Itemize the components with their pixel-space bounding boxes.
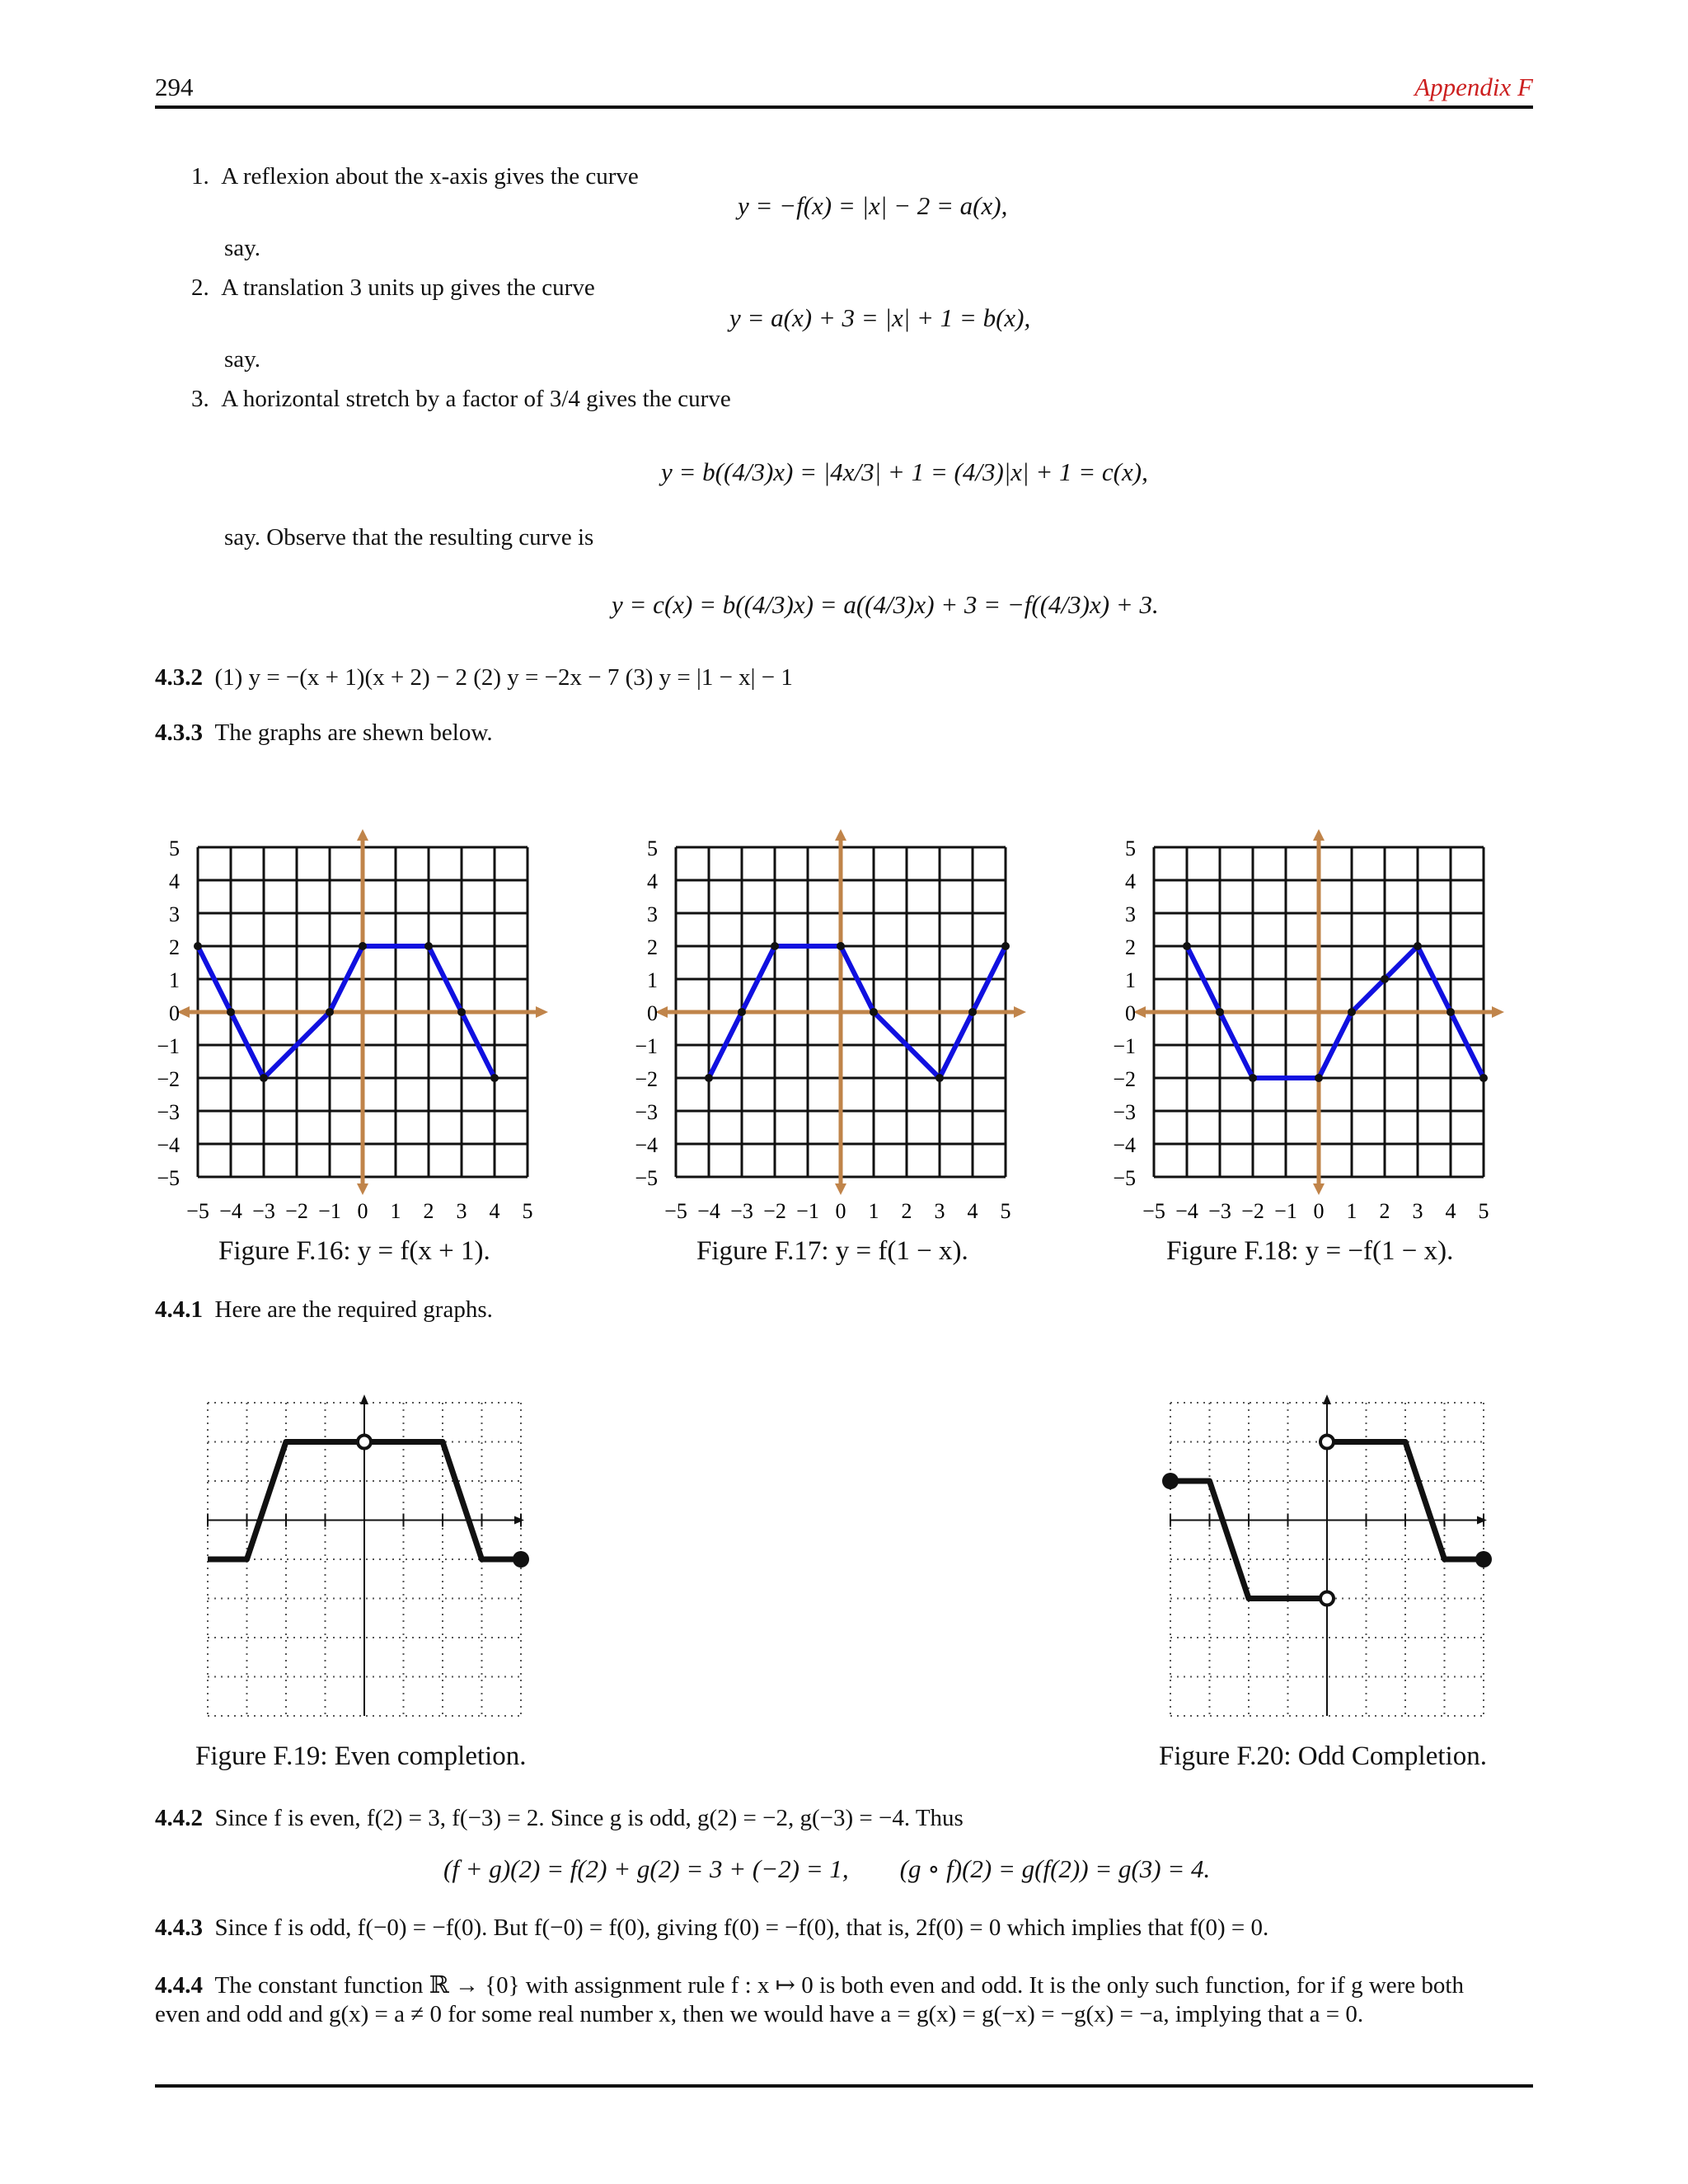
item-444-text: The constant function ℝ → {0} with assignment rule f : x ↦ 0 is both even and odd. It is the only such function, for if g were both xyxy=(214,1972,1464,1999)
step-3-text: A horizontal stretch by a factor of 3/4 gives the curve xyxy=(221,386,731,412)
x-tick-label: 0 xyxy=(835,1199,846,1223)
y-tick-label: 1 xyxy=(1125,968,1136,992)
data-point xyxy=(1001,942,1010,950)
y-tick-label: −1 xyxy=(157,1034,180,1058)
data-point xyxy=(870,1008,878,1016)
x-axis-arrow xyxy=(1477,1516,1487,1525)
item-443 xyxy=(155,1915,1268,1942)
item-444-label: 4.4.4 xyxy=(155,1972,203,1999)
figure-f18 xyxy=(1088,824,1517,1277)
step-1-num: 1. xyxy=(191,163,209,190)
figure-f18-caption: Figure F.18: y = −f(1 − x). xyxy=(1166,1236,1454,1266)
data-point xyxy=(326,1008,334,1016)
data-point xyxy=(935,1074,944,1082)
x-tick-label: 4 xyxy=(1445,1199,1456,1223)
figure-f17 xyxy=(610,824,1039,1277)
item-441 xyxy=(155,1296,493,1324)
x-tick-label: −2 xyxy=(285,1199,308,1223)
y-tick-label: 2 xyxy=(647,935,658,959)
y-tick-label: 1 xyxy=(647,968,658,992)
y-axis-arrow-down xyxy=(1313,1183,1325,1195)
x-tick-label: 3 xyxy=(934,1199,945,1223)
data-point xyxy=(424,942,433,950)
y-tick-label: 3 xyxy=(647,902,658,926)
step-1 xyxy=(191,163,639,190)
item-443-label: 4.4.3 xyxy=(155,1915,203,1941)
x-tick-label: 1 xyxy=(1346,1199,1357,1223)
y-tick-label: −3 xyxy=(1113,1100,1136,1124)
item-444 xyxy=(155,1971,1464,1999)
x-tick-label: −2 xyxy=(763,1199,786,1223)
y-axis-arrow-down xyxy=(835,1183,846,1195)
open-endpoint xyxy=(358,1436,371,1449)
x-tick-label: 2 xyxy=(901,1199,912,1223)
data-point xyxy=(1414,942,1422,950)
step-2-formula: y = a(x) + 3 = |x| + 1 = b(x), xyxy=(729,303,1031,332)
item-443-text: Since f is odd, f(−0) = −f(0). But f(−0) = f(0), giving f(0) = −f(0), that is, 2f(0) = 0 which implies that f(0) = 0. xyxy=(214,1915,1269,1941)
figure-f20-caption: Figure F.20: Odd Completion. xyxy=(1159,1741,1487,1771)
item-433 xyxy=(155,719,493,747)
x-tick-label: 5 xyxy=(1478,1199,1489,1223)
y-tick-label: 2 xyxy=(169,935,180,959)
header-rule xyxy=(155,105,1533,109)
y-tick-label: −1 xyxy=(1113,1034,1136,1058)
y-tick-label: −2 xyxy=(1113,1067,1136,1091)
chart-f20 xyxy=(1160,1393,1498,1731)
figure-f16-caption: Figure F.16: y = f(x + 1). xyxy=(218,1236,490,1266)
figure-f20 xyxy=(1160,1393,1498,1731)
page-number: 294 xyxy=(155,73,194,101)
y-tick-label: −4 xyxy=(635,1133,658,1157)
y-tick-label: 0 xyxy=(1125,1001,1136,1025)
y-tick-label: −1 xyxy=(635,1034,658,1058)
y-tick-label: −3 xyxy=(635,1100,658,1124)
figure-f19-caption: Figure F.19: Even completion. xyxy=(195,1741,527,1771)
open-endpoint xyxy=(1320,1436,1334,1449)
y-tick-label: −5 xyxy=(635,1166,658,1190)
step-3 xyxy=(191,386,731,413)
y-tick-label: −2 xyxy=(635,1067,658,1091)
data-point xyxy=(1249,1074,1257,1082)
step-3-num: 3. xyxy=(191,386,209,412)
x-tick-label: −5 xyxy=(664,1199,687,1223)
step-3-formula: y = b((4/3)x) = |4x/3| + 1 = (4/3)|x| + 1 = c(x), xyxy=(661,457,1148,486)
item-441-text: Here are the required graphs. xyxy=(214,1296,493,1323)
y-tick-label: 1 xyxy=(169,968,180,992)
y-tick-label: 5 xyxy=(1125,837,1136,860)
y-tick-label: −4 xyxy=(157,1133,180,1157)
data-point xyxy=(771,942,779,950)
x-tick-label: 4 xyxy=(489,1199,500,1223)
data-point xyxy=(359,942,367,950)
x-tick-label: −4 xyxy=(219,1199,242,1223)
x-tick-label: −5 xyxy=(186,1199,209,1223)
x-tick-label: 1 xyxy=(868,1199,879,1223)
item-433-text: The graphs are shewn below. xyxy=(214,719,493,746)
y-tick-label: 5 xyxy=(647,837,658,860)
step-2-after: say. xyxy=(224,346,261,373)
chart-f19 xyxy=(198,1393,536,1731)
y-tick-label: 5 xyxy=(169,837,180,860)
y-axis-arrow-up xyxy=(835,829,846,841)
item-442-label: 4.4.2 xyxy=(155,1805,203,1831)
x-tick-label: −1 xyxy=(796,1199,819,1223)
x-tick-label: −1 xyxy=(318,1199,341,1223)
figure-f19 xyxy=(198,1393,536,1731)
step-2-text: A translation 3 units up gives the curve xyxy=(221,274,595,301)
y-axis-arrow xyxy=(360,1394,368,1404)
data-point xyxy=(1447,1008,1455,1016)
data-point xyxy=(194,942,202,950)
item-442 xyxy=(155,1805,964,1832)
data-point xyxy=(1216,1008,1224,1016)
item-432-label: 4.3.2 xyxy=(155,664,203,691)
data-point xyxy=(705,1074,713,1082)
x-tick-label: −3 xyxy=(1208,1199,1231,1223)
y-tick-label: 0 xyxy=(647,1001,658,1025)
data-point xyxy=(260,1074,268,1082)
data-point xyxy=(227,1008,235,1016)
x-tick-label: 3 xyxy=(456,1199,467,1223)
y-tick-label: 4 xyxy=(169,869,180,893)
x-tick-label: −2 xyxy=(1241,1199,1264,1223)
data-point xyxy=(968,1008,977,1016)
closed-endpoint xyxy=(1475,1551,1492,1568)
data-point xyxy=(1479,1074,1488,1082)
y-axis-arrow-up xyxy=(1313,829,1325,841)
chart-f16 xyxy=(132,824,560,1228)
y-tick-label: −4 xyxy=(1113,1133,1136,1157)
y-tick-label: 3 xyxy=(169,902,180,926)
step-2-num: 2. xyxy=(191,274,209,301)
x-tick-label: 2 xyxy=(423,1199,434,1223)
data-point xyxy=(490,1074,499,1082)
x-tick-label: 0 xyxy=(357,1199,368,1223)
open-endpoint xyxy=(1320,1592,1334,1605)
chart-f17 xyxy=(610,824,1039,1228)
x-tick-label: 5 xyxy=(1000,1199,1011,1223)
x-tick-label: −5 xyxy=(1142,1199,1165,1223)
step-3-after: say. Observe that the resulting curve is xyxy=(224,524,594,551)
item-441-label: 4.4.1 xyxy=(155,1296,203,1323)
item-444-cont: even and odd and g(x) = a ≠ 0 for some real number x, then we would have a = g(x) = g(−x) = −g(x) = −a, implying that a = 0. xyxy=(155,2001,1364,2027)
y-tick-label: −3 xyxy=(157,1100,180,1124)
x-tick-label: −4 xyxy=(1175,1199,1198,1223)
data-point xyxy=(1183,942,1191,950)
item-433-label: 4.3.3 xyxy=(155,719,203,746)
y-tick-label: −5 xyxy=(157,1166,180,1190)
item-442-formula: (f + g)(2) = f(2) + g(2) = 3 + (−2) = 1, (g ∘ f)(2) = g(f(2)) = g(3) = 4. xyxy=(443,1854,1211,1883)
x-tick-label: 1 xyxy=(390,1199,401,1223)
y-tick-label: −5 xyxy=(1113,1166,1136,1190)
item-432-text: (1) y = −(x + 1)(x + 2) − 2 (2) y = −2x − 7 (3) y = |1 − x| − 1 xyxy=(214,664,793,691)
x-axis-arrow-right xyxy=(536,1006,548,1018)
chart-f18 xyxy=(1088,824,1517,1228)
data-point xyxy=(1381,975,1389,983)
step-1-text: A reflexion about the x-axis gives the curve xyxy=(221,163,639,190)
y-tick-label: 4 xyxy=(647,869,658,893)
closed-endpoint xyxy=(513,1551,529,1568)
y-axis-arrow-down xyxy=(357,1183,368,1195)
x-tick-label: 2 xyxy=(1379,1199,1390,1223)
y-tick-label: −2 xyxy=(157,1067,180,1091)
step-1-formula: y = −f(x) = |x| − 2 = a(x), xyxy=(738,191,1008,220)
section-title: Appendix F xyxy=(1414,73,1533,101)
data-point xyxy=(837,942,845,950)
footer-rule xyxy=(155,2084,1533,2088)
x-tick-label: 5 xyxy=(522,1199,533,1223)
step-2 xyxy=(191,274,595,302)
data-point xyxy=(738,1008,746,1016)
x-axis-arrow-right xyxy=(1492,1006,1504,1018)
x-tick-label: 4 xyxy=(967,1199,978,1223)
item-432 xyxy=(155,664,793,691)
y-axis-arrow-up xyxy=(357,829,368,841)
item-442-text: Since f is even, f(2) = 3, f(−3) = 2. Since g is odd, g(2) = −2, g(−3) = −4. Thus xyxy=(214,1805,964,1831)
closed-endpoint xyxy=(1162,1473,1179,1489)
y-tick-label: 3 xyxy=(1125,902,1136,926)
data-point xyxy=(1348,1008,1356,1016)
x-tick-label: 0 xyxy=(1313,1199,1325,1223)
step-3-formula-2: y = c(x) = b((4/3)x) = a((4/3)x) + 3 = −f((4/3)x) + 3. xyxy=(612,590,1159,619)
x-axis-arrow-right xyxy=(1014,1006,1026,1018)
x-tick-label: −4 xyxy=(697,1199,720,1223)
x-tick-label: −3 xyxy=(730,1199,753,1223)
figure-f17-caption: Figure F.17: y = f(1 − x). xyxy=(696,1236,968,1266)
y-tick-label: 2 xyxy=(1125,935,1136,959)
y-axis-arrow xyxy=(1323,1394,1331,1404)
data-point xyxy=(1315,1074,1323,1082)
figure-f16 xyxy=(132,824,560,1277)
x-tick-label: −3 xyxy=(252,1199,275,1223)
x-tick-label: −1 xyxy=(1274,1199,1297,1223)
x-axis-arrow xyxy=(514,1516,524,1525)
y-tick-label: 0 xyxy=(169,1001,180,1025)
y-tick-label: 4 xyxy=(1125,869,1136,893)
x-tick-label: 3 xyxy=(1412,1199,1423,1223)
data-point xyxy=(457,1008,466,1016)
step-1-after: say. xyxy=(224,235,261,261)
